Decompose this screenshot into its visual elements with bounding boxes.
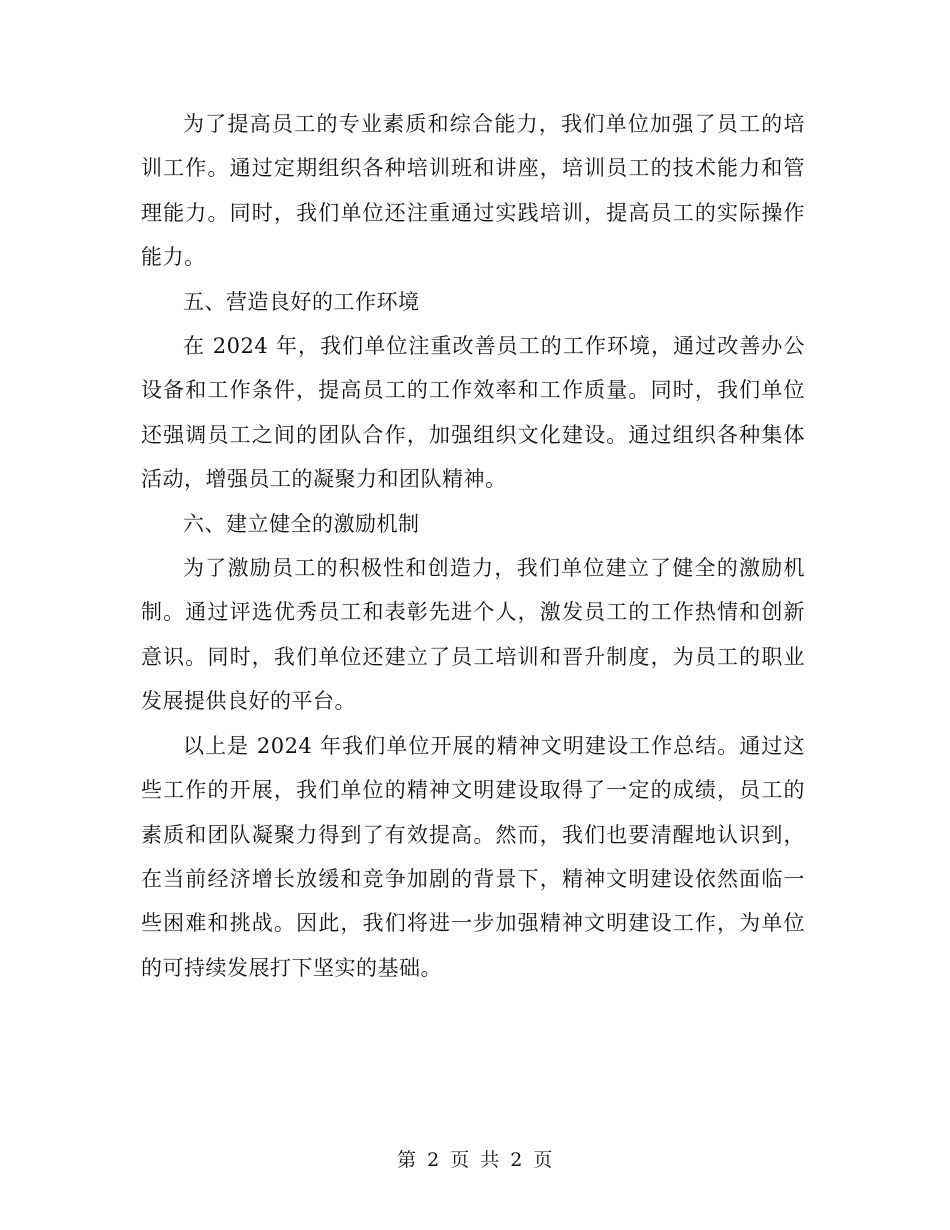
paragraph-incentive-mechanism: 为了激励员工的积极性和创造力，我们单位建立了健全的激励机制。通过评选优秀员工和表彰先进个人，激发员工的工作热情和创新意识。同时，我们单位还建立了员工培训和晋升制度，为员工的职业发展提供良好的平台。 xyxy=(141,556,805,714)
paragraph-work-environment: 在 2024 年，我们单位注重改善员工的工作环境，通过改善办公设备和工作条件，提高员工的工作效率和工作质量。同时，我们单位还强调员工之间的团队合作，加强组织文化建设。通过组织各种集体活动，增强员工的凝聚力和团队精神。 xyxy=(141,334,805,492)
paragraph-training: 为了提高员工的专业素质和综合能力，我们单位加强了员工的培训工作。通过定期组织各种培训班和讲座，培训员工的技术能力和管理能力。同时，我们单位还注重通过实践培训，提高员工的实际操作能力。 xyxy=(141,112,805,270)
section-heading-incentive-mechanism: 六、建立健全的激励机制 xyxy=(183,511,420,536)
section-heading-work-environment: 五、营造良好的工作环境 xyxy=(183,289,420,314)
page-number-footer: 第 2 页 共 2 页 xyxy=(397,1149,553,1171)
document-body xyxy=(141,102,805,990)
paragraph-summary: 以上是 2024 年我们单位开展的精神文明建设工作总结。通过这些工作的开展，我们单位的精神文明建设取得了一定的成绩，员工的素质和团队凝聚力得到了有效提高。然而，我们也要清醒地认识到，在当前经济增长放缓和竞争加剧的背景下，精神文明建设依然面临一些困难和挑战。因此，我们将进一步加强精神文明建设工作，为单位的可持续发展打下坚实的基础。 xyxy=(141,733,805,980)
